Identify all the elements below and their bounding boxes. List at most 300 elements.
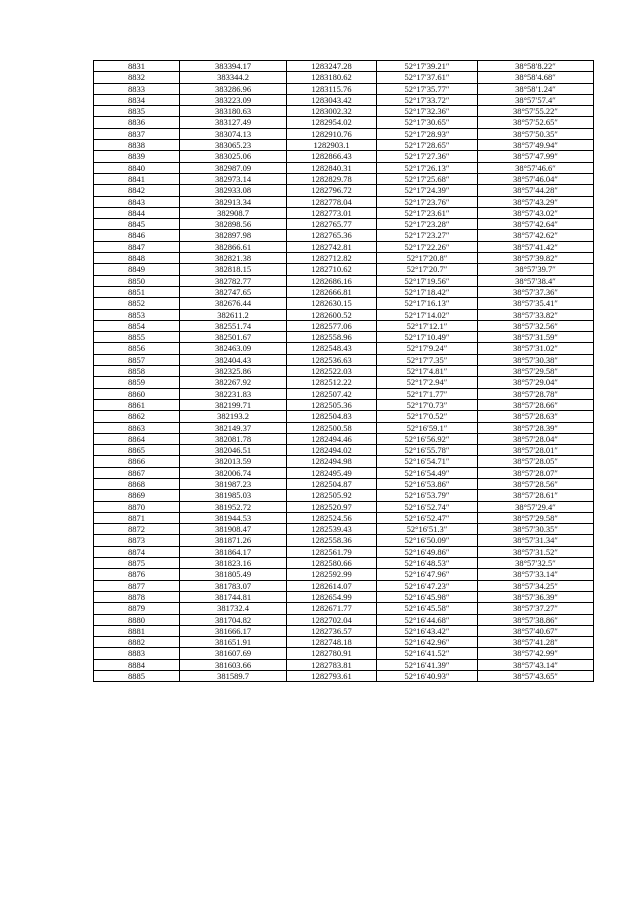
x-coordinate-cell: 382046.51 xyxy=(180,445,287,456)
x-coordinate-cell: 381985.03 xyxy=(180,490,287,501)
x-coordinate-cell: 382013.59 xyxy=(180,456,287,467)
table-row xyxy=(94,558,594,569)
table-row xyxy=(94,467,594,478)
y-coordinate-cell: 1282630.15 xyxy=(287,298,377,309)
latitude-cell: 52°16′56.92″ xyxy=(377,433,478,444)
table-row xyxy=(94,580,594,591)
y-coordinate-cell: 1282494.98 xyxy=(287,456,377,467)
table-row xyxy=(94,72,594,83)
y-coordinate-cell: 1282829.78 xyxy=(287,173,377,184)
table-row xyxy=(94,411,594,422)
point-number-cell: 8875 xyxy=(94,558,180,569)
latitude-cell: 52°17′14.02″ xyxy=(377,309,478,320)
longitude-cell: 38°57′33.14″ xyxy=(478,569,594,580)
table-row xyxy=(94,490,594,501)
x-coordinate-cell: 382821.38 xyxy=(180,253,287,264)
point-number-cell: 8880 xyxy=(94,614,180,625)
latitude-cell: 52°17′23.28″ xyxy=(377,219,478,230)
point-number-cell: 8878 xyxy=(94,591,180,602)
y-coordinate-cell: 1283002.32 xyxy=(287,106,377,117)
latitude-cell: 52°16′40.93″ xyxy=(377,671,478,682)
y-coordinate-cell: 1282504.87 xyxy=(287,478,377,489)
y-coordinate-cell: 1282548.43 xyxy=(287,343,377,354)
table-row xyxy=(94,433,594,444)
y-coordinate-cell: 1282520.97 xyxy=(287,501,377,512)
y-coordinate-cell: 1282500.58 xyxy=(287,422,377,433)
latitude-cell: 52°17′39.21″ xyxy=(377,61,478,72)
y-coordinate-cell: 1282561.79 xyxy=(287,546,377,557)
x-coordinate-cell: 382866.61 xyxy=(180,241,287,252)
latitude-cell: 52°16′59.1″ xyxy=(377,422,478,433)
point-number-cell: 8835 xyxy=(94,106,180,117)
x-coordinate-cell: 381589.7 xyxy=(180,671,287,682)
point-number-cell: 8854 xyxy=(94,320,180,331)
x-coordinate-cell: 382898.56 xyxy=(180,219,287,230)
table-row xyxy=(94,445,594,456)
y-coordinate-cell: 1282778.04 xyxy=(287,196,377,207)
y-coordinate-cell: 1282580.66 xyxy=(287,558,377,569)
point-number-cell: 8872 xyxy=(94,524,180,535)
latitude-cell: 52°17′33.72″ xyxy=(377,94,478,105)
x-coordinate-cell: 382231.83 xyxy=(180,388,287,399)
longitude-cell: 38°57′28.04″ xyxy=(478,433,594,444)
y-coordinate-cell: 1282671.77 xyxy=(287,603,377,614)
table-row xyxy=(94,286,594,297)
longitude-cell: 38°57′28.61″ xyxy=(478,490,594,501)
x-coordinate-cell: 381987.23 xyxy=(180,478,287,489)
table-row xyxy=(94,456,594,467)
table-row xyxy=(94,320,594,331)
x-coordinate-cell: 382193.2 xyxy=(180,411,287,422)
point-number-cell: 8860 xyxy=(94,388,180,399)
longitude-cell: 38°58′4.68″ xyxy=(478,72,594,83)
point-number-cell: 8858 xyxy=(94,366,180,377)
x-coordinate-cell: 381744.81 xyxy=(180,591,287,602)
point-number-cell: 8877 xyxy=(94,580,180,591)
table-row xyxy=(94,117,594,128)
table-row xyxy=(94,388,594,399)
latitude-cell: 52°17′26.13″ xyxy=(377,162,478,173)
y-coordinate-cell: 1282954.02 xyxy=(287,117,377,128)
y-coordinate-cell: 1282522.03 xyxy=(287,366,377,377)
longitude-cell: 38°57′40.67″ xyxy=(478,625,594,636)
latitude-cell: 52°16′53.79″ xyxy=(377,490,478,501)
latitude-cell: 52°17′28.93″ xyxy=(377,128,478,139)
latitude-cell: 52°17′12.1″ xyxy=(377,320,478,331)
longitude-cell: 38°57′30.38″ xyxy=(478,354,594,365)
y-coordinate-cell: 1282504.83 xyxy=(287,411,377,422)
longitude-cell: 38°57′52.65″ xyxy=(478,117,594,128)
longitude-cell: 38°57′43.14″ xyxy=(478,659,594,670)
point-number-cell: 8865 xyxy=(94,445,180,456)
point-number-cell: 8856 xyxy=(94,343,180,354)
latitude-cell: 52°16′48.53″ xyxy=(377,558,478,569)
table-row xyxy=(94,569,594,580)
x-coordinate-cell: 383074.13 xyxy=(180,128,287,139)
longitude-cell: 38°57′38.86″ xyxy=(478,614,594,625)
point-number-cell: 8852 xyxy=(94,298,180,309)
point-number-cell: 8845 xyxy=(94,219,180,230)
longitude-cell: 38°57′43.65″ xyxy=(478,671,594,682)
latitude-cell: 52°17′23.76″ xyxy=(377,196,478,207)
point-number-cell: 8848 xyxy=(94,253,180,264)
point-number-cell: 8866 xyxy=(94,456,180,467)
latitude-cell: 52°16′41.52″ xyxy=(377,648,478,659)
coordinate-table xyxy=(93,60,594,682)
latitude-cell: 52°17′37.61″ xyxy=(377,72,478,83)
longitude-cell: 38°57′28.01″ xyxy=(478,445,594,456)
y-coordinate-cell: 1282742.81 xyxy=(287,241,377,252)
y-coordinate-cell: 1282773.01 xyxy=(287,207,377,218)
longitude-cell: 38°57′39.82″ xyxy=(478,253,594,264)
x-coordinate-cell: 381704.82 xyxy=(180,614,287,625)
table-row xyxy=(94,625,594,636)
latitude-cell: 52°17′2.94″ xyxy=(377,377,478,388)
x-coordinate-cell: 381607.69 xyxy=(180,648,287,659)
latitude-cell: 52°17′23.27″ xyxy=(377,230,478,241)
table-row xyxy=(94,162,594,173)
longitude-cell: 38°57′42.99″ xyxy=(478,648,594,659)
table-row xyxy=(94,659,594,670)
point-number-cell: 8839 xyxy=(94,151,180,162)
point-number-cell: 8871 xyxy=(94,512,180,523)
y-coordinate-cell: 1282748.18 xyxy=(287,637,377,648)
table-row xyxy=(94,83,594,94)
table-row xyxy=(94,298,594,309)
point-number-cell: 8869 xyxy=(94,490,180,501)
table-row xyxy=(94,264,594,275)
latitude-cell: 52°17′20.7″ xyxy=(377,264,478,275)
table-row xyxy=(94,253,594,264)
x-coordinate-cell: 381908.47 xyxy=(180,524,287,535)
table-row xyxy=(94,377,594,388)
table-row xyxy=(94,275,594,286)
x-coordinate-cell: 382404.43 xyxy=(180,354,287,365)
x-coordinate-cell: 382747.65 xyxy=(180,286,287,297)
x-coordinate-cell: 381603.66 xyxy=(180,659,287,670)
latitude-cell: 52°16′44.68″ xyxy=(377,614,478,625)
longitude-cell: 38°57′43.29″ xyxy=(478,196,594,207)
y-coordinate-cell: 1282654.99 xyxy=(287,591,377,602)
latitude-cell: 52°16′45.58″ xyxy=(377,603,478,614)
y-coordinate-cell: 1282536.63 xyxy=(287,354,377,365)
longitude-cell: 38°57′33.82″ xyxy=(478,309,594,320)
longitude-cell: 38°57′37.36″ xyxy=(478,286,594,297)
longitude-cell: 38°57′28.78″ xyxy=(478,388,594,399)
y-coordinate-cell: 1282780.91 xyxy=(287,648,377,659)
x-coordinate-cell: 382782.77 xyxy=(180,275,287,286)
point-number-cell: 8867 xyxy=(94,467,180,478)
table-row xyxy=(94,422,594,433)
table-row xyxy=(94,603,594,614)
y-coordinate-cell: 1282539.43 xyxy=(287,524,377,535)
table-row xyxy=(94,219,594,230)
y-coordinate-cell: 1282494.46 xyxy=(287,433,377,444)
longitude-cell: 38°57′31.34″ xyxy=(478,535,594,546)
longitude-cell: 38°57′28.66″ xyxy=(478,399,594,410)
x-coordinate-cell: 383286.96 xyxy=(180,83,287,94)
latitude-cell: 52°16′55.78″ xyxy=(377,445,478,456)
x-coordinate-cell: 381805.49 xyxy=(180,569,287,580)
latitude-cell: 52°16′52.74″ xyxy=(377,501,478,512)
table-row xyxy=(94,478,594,489)
x-coordinate-cell: 382006.74 xyxy=(180,467,287,478)
table-row xyxy=(94,648,594,659)
x-coordinate-cell: 382987.09 xyxy=(180,162,287,173)
longitude-cell: 38°57′30.35″ xyxy=(478,524,594,535)
point-number-cell: 8862 xyxy=(94,411,180,422)
table-row xyxy=(94,614,594,625)
latitude-cell: 52°17′16.13″ xyxy=(377,298,478,309)
point-number-cell: 8881 xyxy=(94,625,180,636)
point-number-cell: 8868 xyxy=(94,478,180,489)
y-coordinate-cell: 1282702.04 xyxy=(287,614,377,625)
latitude-cell: 52°16′49.86″ xyxy=(377,546,478,557)
latitude-cell: 52°16′47.96″ xyxy=(377,569,478,580)
longitude-cell: 38°57′36.39″ xyxy=(478,591,594,602)
coordinate-table-body xyxy=(94,61,594,682)
y-coordinate-cell: 1282686.16 xyxy=(287,275,377,286)
point-number-cell: 8857 xyxy=(94,354,180,365)
x-coordinate-cell: 381952.72 xyxy=(180,501,287,512)
latitude-cell: 52°17′28.65″ xyxy=(377,140,478,151)
point-number-cell: 8883 xyxy=(94,648,180,659)
latitude-cell: 52°17′10.49″ xyxy=(377,332,478,343)
latitude-cell: 52°16′51.3″ xyxy=(377,524,478,535)
latitude-cell: 52°16′43.42″ xyxy=(377,625,478,636)
table-row xyxy=(94,546,594,557)
latitude-cell: 52°16′47.23″ xyxy=(377,580,478,591)
x-coordinate-cell: 383025.06 xyxy=(180,151,287,162)
table-row xyxy=(94,185,594,196)
latitude-cell: 52°16′41.39″ xyxy=(377,659,478,670)
table-row xyxy=(94,128,594,139)
table-row xyxy=(94,140,594,151)
x-coordinate-cell: 383223.09 xyxy=(180,94,287,105)
point-number-cell: 8882 xyxy=(94,637,180,648)
latitude-cell: 52°17′25.68″ xyxy=(377,173,478,184)
point-number-cell: 8841 xyxy=(94,173,180,184)
x-coordinate-cell: 381666.17 xyxy=(180,625,287,636)
longitude-cell: 38°57′37.27″ xyxy=(478,603,594,614)
latitude-cell: 52°16′54.49″ xyxy=(377,467,478,478)
longitude-cell: 38°57′35.41″ xyxy=(478,298,594,309)
longitude-cell: 38°57′43.02″ xyxy=(478,207,594,218)
table-row xyxy=(94,512,594,523)
point-number-cell: 8850 xyxy=(94,275,180,286)
point-number-cell: 8844 xyxy=(94,207,180,218)
x-coordinate-cell: 382267.92 xyxy=(180,377,287,388)
longitude-cell: 38°57′42.62″ xyxy=(478,230,594,241)
x-coordinate-cell: 382149.37 xyxy=(180,422,287,433)
x-coordinate-cell: 381871.26 xyxy=(180,535,287,546)
longitude-cell: 38°58′8.22″ xyxy=(478,61,594,72)
x-coordinate-cell: 382676.44 xyxy=(180,298,287,309)
latitude-cell: 52°17′20.8″ xyxy=(377,253,478,264)
table-row xyxy=(94,535,594,546)
y-coordinate-cell: 1283115.76 xyxy=(287,83,377,94)
longitude-cell: 38°57′31.02″ xyxy=(478,343,594,354)
point-number-cell: 8838 xyxy=(94,140,180,151)
point-number-cell: 8851 xyxy=(94,286,180,297)
y-coordinate-cell: 1282910.76 xyxy=(287,128,377,139)
x-coordinate-cell: 383180.63 xyxy=(180,106,287,117)
longitude-cell: 38°57′44.28″ xyxy=(478,185,594,196)
table-row xyxy=(94,61,594,72)
y-coordinate-cell: 1282558.36 xyxy=(287,535,377,546)
y-coordinate-cell: 1282495.49 xyxy=(287,467,377,478)
point-number-cell: 8843 xyxy=(94,196,180,207)
point-number-cell: 8863 xyxy=(94,422,180,433)
point-number-cell: 8855 xyxy=(94,332,180,343)
y-coordinate-cell: 1283043.42 xyxy=(287,94,377,105)
table-row xyxy=(94,671,594,682)
y-coordinate-cell: 1283180.62 xyxy=(287,72,377,83)
table-row xyxy=(94,637,594,648)
table-row xyxy=(94,230,594,241)
longitude-cell: 38°57′29.58″ xyxy=(478,512,594,523)
point-number-cell: 8849 xyxy=(94,264,180,275)
x-coordinate-cell: 382897.98 xyxy=(180,230,287,241)
x-coordinate-cell: 383127.49 xyxy=(180,117,287,128)
x-coordinate-cell: 382973.14 xyxy=(180,173,287,184)
latitude-cell: 52°16′52.47″ xyxy=(377,512,478,523)
x-coordinate-cell: 382818.15 xyxy=(180,264,287,275)
point-number-cell: 8840 xyxy=(94,162,180,173)
x-coordinate-cell: 382908.7 xyxy=(180,207,287,218)
longitude-cell: 38°57′50.35″ xyxy=(478,128,594,139)
longitude-cell: 38°57′29.4″ xyxy=(478,501,594,512)
latitude-cell: 52°16′50.09″ xyxy=(377,535,478,546)
y-coordinate-cell: 1282840.31 xyxy=(287,162,377,173)
longitude-cell: 38°57′41.42″ xyxy=(478,241,594,252)
latitude-cell: 52°17′23.61″ xyxy=(377,207,478,218)
table-row xyxy=(94,591,594,602)
point-number-cell: 8833 xyxy=(94,83,180,94)
y-coordinate-cell: 1282507.42 xyxy=(287,388,377,399)
x-coordinate-cell: 381651.91 xyxy=(180,637,287,648)
latitude-cell: 52°17′32.36″ xyxy=(377,106,478,117)
latitude-cell: 52°17′7.35″ xyxy=(377,354,478,365)
latitude-cell: 52°16′42.96″ xyxy=(377,637,478,648)
table-row xyxy=(94,94,594,105)
point-number-cell: 8831 xyxy=(94,61,180,72)
longitude-cell: 38°57′47.99″ xyxy=(478,151,594,162)
point-number-cell: 8832 xyxy=(94,72,180,83)
table-row xyxy=(94,343,594,354)
point-number-cell: 8873 xyxy=(94,535,180,546)
longitude-cell: 38°57′29.58″ xyxy=(478,366,594,377)
y-coordinate-cell: 1282712.82 xyxy=(287,253,377,264)
y-coordinate-cell: 1282765.36 xyxy=(287,230,377,241)
point-number-cell: 8846 xyxy=(94,230,180,241)
x-coordinate-cell: 382913.34 xyxy=(180,196,287,207)
latitude-cell: 52°17′1.77″ xyxy=(377,388,478,399)
y-coordinate-cell: 1282505.92 xyxy=(287,490,377,501)
longitude-cell: 38°57′29.04″ xyxy=(478,377,594,388)
x-coordinate-cell: 382325.86 xyxy=(180,366,287,377)
latitude-cell: 52°17′24.39″ xyxy=(377,185,478,196)
longitude-cell: 38°57′41.28″ xyxy=(478,637,594,648)
table-row xyxy=(94,196,594,207)
y-coordinate-cell: 1282866.43 xyxy=(287,151,377,162)
latitude-cell: 52°17′0.73″ xyxy=(377,399,478,410)
longitude-cell: 38°57′46.6″ xyxy=(478,162,594,173)
table-row xyxy=(94,366,594,377)
table-row xyxy=(94,332,594,343)
x-coordinate-cell: 383344.2 xyxy=(180,72,287,83)
latitude-cell: 52°17′0.52″ xyxy=(377,411,478,422)
point-number-cell: 8874 xyxy=(94,546,180,557)
latitude-cell: 52°16′53.86″ xyxy=(377,478,478,489)
x-coordinate-cell: 382551.74 xyxy=(180,320,287,331)
table-row xyxy=(94,241,594,252)
longitude-cell: 38°58′1.24″ xyxy=(478,83,594,94)
longitude-cell: 38°57′28.05″ xyxy=(478,456,594,467)
y-coordinate-cell: 1282524.56 xyxy=(287,512,377,523)
x-coordinate-cell: 382463.09 xyxy=(180,343,287,354)
latitude-cell: 52°17′35.77″ xyxy=(377,83,478,94)
y-coordinate-cell: 1282494.02 xyxy=(287,445,377,456)
x-coordinate-cell: 381864.17 xyxy=(180,546,287,557)
table-row xyxy=(94,399,594,410)
y-coordinate-cell: 1282512.22 xyxy=(287,377,377,388)
longitude-cell: 38°57′32.5″ xyxy=(478,558,594,569)
y-coordinate-cell: 1282505.36 xyxy=(287,399,377,410)
x-coordinate-cell: 382611.2 xyxy=(180,309,287,320)
point-number-cell: 8853 xyxy=(94,309,180,320)
longitude-cell: 38°57′28.63″ xyxy=(478,411,594,422)
y-coordinate-cell: 1283247.28 xyxy=(287,61,377,72)
table-row xyxy=(94,207,594,218)
point-number-cell: 8870 xyxy=(94,501,180,512)
point-number-cell: 8879 xyxy=(94,603,180,614)
y-coordinate-cell: 1282577.06 xyxy=(287,320,377,331)
x-coordinate-cell: 383065.23 xyxy=(180,140,287,151)
longitude-cell: 38°57′55.22″ xyxy=(478,106,594,117)
x-coordinate-cell: 381944.53 xyxy=(180,512,287,523)
y-coordinate-cell: 1282765.77 xyxy=(287,219,377,230)
latitude-cell: 52°16′45.98″ xyxy=(377,591,478,602)
point-number-cell: 8884 xyxy=(94,659,180,670)
latitude-cell: 52°17′27.36″ xyxy=(377,151,478,162)
x-coordinate-cell: 383394.17 xyxy=(180,61,287,72)
y-coordinate-cell: 1282903.1 xyxy=(287,140,377,151)
longitude-cell: 38°57′31.59″ xyxy=(478,332,594,343)
longitude-cell: 38°57′28.56″ xyxy=(478,478,594,489)
point-number-cell: 8859 xyxy=(94,377,180,388)
longitude-cell: 38°57′39.7″ xyxy=(478,264,594,275)
longitude-cell: 38°57′57.4″ xyxy=(478,94,594,105)
table-row xyxy=(94,173,594,184)
point-number-cell: 8864 xyxy=(94,433,180,444)
x-coordinate-cell: 382933.08 xyxy=(180,185,287,196)
point-number-cell: 8847 xyxy=(94,241,180,252)
y-coordinate-cell: 1282793.61 xyxy=(287,671,377,682)
x-coordinate-cell: 381823.16 xyxy=(180,558,287,569)
latitude-cell: 52°17′18.42″ xyxy=(377,286,478,297)
table-row xyxy=(94,309,594,320)
longitude-cell: 38°57′32.56″ xyxy=(478,320,594,331)
longitude-cell: 38°57′42.64″ xyxy=(478,219,594,230)
x-coordinate-cell: 381783.07 xyxy=(180,580,287,591)
x-coordinate-cell: 382081.78 xyxy=(180,433,287,444)
x-coordinate-cell: 382501.67 xyxy=(180,332,287,343)
y-coordinate-cell: 1282710.62 xyxy=(287,264,377,275)
y-coordinate-cell: 1282592.99 xyxy=(287,569,377,580)
point-number-cell: 8842 xyxy=(94,185,180,196)
table-row xyxy=(94,106,594,117)
